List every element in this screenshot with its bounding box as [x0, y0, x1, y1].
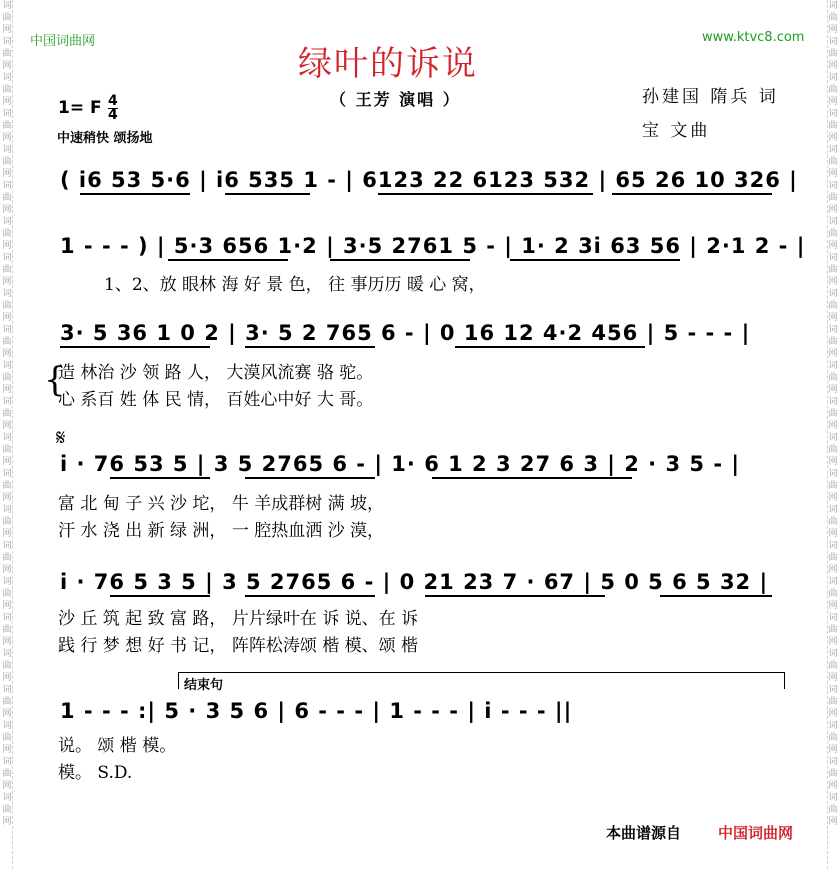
score-row-6-lyric-verse-1: 说。 颂 楷 模。 [58, 736, 177, 756]
side-watermark-glyph: 网 [828, 25, 838, 35]
side-watermark-glyph: 曲 [2, 301, 12, 311]
side-watermark-glyph: 词 [2, 37, 12, 47]
side-watermark-glyph: 网 [828, 169, 838, 179]
side-watermark-glyph: 曲 [828, 733, 838, 743]
side-watermark-glyph: 曲 [828, 553, 838, 563]
side-watermark-glyph: 曲 [828, 445, 838, 455]
side-watermark-glyph: 曲 [2, 697, 12, 707]
side-watermark-glyph: 网 [2, 277, 12, 287]
side-watermark-glyph: 词 [2, 145, 12, 155]
side-watermark-glyph: 词 [2, 361, 12, 371]
side-watermark-glyph: 词 [2, 253, 12, 263]
side-watermark-glyph: 词 [828, 613, 838, 623]
side-watermark-glyph: 曲 [2, 625, 12, 635]
score-row-6-lyric-verse-2: 模。 S.D. [58, 763, 133, 783]
side-watermark-glyph: 词 [828, 361, 838, 371]
score-row-1-notes: ( i6 53 5·6 | i6 535 1 - | 6123 22 6123 532 | 65 26 10 326 | [60, 168, 798, 192]
side-watermark-glyph: 词 [2, 541, 12, 551]
side-watermark-glyph: 词 [2, 685, 12, 695]
time-signature-bottom: 4 [108, 107, 118, 123]
side-watermark-glyph: 网 [828, 241, 838, 251]
side-watermark-glyph: 网 [2, 709, 12, 719]
side-watermark-glyph: 词 [828, 721, 838, 731]
score-row-3-lyric-verse-1: 造 林治 沙 领 路 人， 大漠风流赛 骆 驼。 [58, 363, 374, 383]
score-row-2-lyric: 1、2、放 眼林 海 好 景 色， 往 事历历 暖 心 窝， [104, 275, 486, 295]
side-watermark-glyph: 曲 [2, 769, 12, 779]
side-watermark-glyph: 词 [828, 181, 838, 191]
score-row-6-notes: 1 - - - :| 5 · 3 5 6 | 6 - - - | 1 - - - | i - - - || [60, 699, 573, 723]
side-watermark-glyph: 词 [2, 181, 12, 191]
side-watermark-glyph: 词 [2, 397, 12, 407]
side-watermark-glyph: 网 [2, 781, 12, 791]
side-watermark-glyph: 曲 [828, 373, 838, 383]
side-watermark-glyph: 曲 [828, 805, 838, 815]
side-watermark-glyph: 曲 [828, 481, 838, 491]
side-watermark-glyph: 词 [828, 505, 838, 515]
side-watermark-glyph: 网 [2, 241, 12, 251]
side-watermark-glyph: 网 [828, 565, 838, 575]
side-watermark-glyph: 网 [2, 349, 12, 359]
side-watermark-glyph: 词 [828, 757, 838, 767]
side-watermark-glyph: 词 [828, 685, 838, 695]
side-watermark-glyph: 曲 [828, 157, 838, 167]
source-label: 本曲谱源自 [606, 824, 682, 842]
side-watermark-glyph: 曲 [2, 157, 12, 167]
side-watermark-glyph: 词 [2, 73, 12, 83]
side-watermark-glyph: 网 [828, 349, 838, 359]
side-watermark-glyph: 曲 [2, 337, 12, 347]
side-watermark-glyph: 网 [2, 97, 12, 107]
side-watermark-glyph: 词 [2, 217, 12, 227]
side-watermark-glyph: 曲 [2, 193, 12, 203]
side-watermark-glyph: 词 [2, 793, 12, 803]
side-watermark-glyph: 词 [2, 613, 12, 623]
side-watermark-glyph: 曲 [2, 409, 12, 419]
key-signature: 1= F [58, 98, 102, 118]
side-watermark-glyph: 网 [2, 25, 12, 35]
side-watermark-glyph: 词 [2, 325, 12, 335]
right-watermark-strip [827, 0, 838, 869]
side-watermark-glyph: 网 [828, 205, 838, 215]
side-watermark-glyph: 网 [2, 313, 12, 323]
side-watermark-glyph: 词 [2, 577, 12, 587]
side-watermark-glyph: 词 [828, 649, 838, 659]
source-site: 中国词曲网 [718, 824, 794, 842]
side-watermark-glyph: 网 [828, 781, 838, 791]
side-watermark-glyph: 曲 [2, 445, 12, 455]
side-watermark-glyph: 网 [2, 565, 12, 575]
side-watermark-glyph: 曲 [2, 49, 12, 59]
side-watermark-glyph: 词 [828, 325, 838, 335]
side-watermark-glyph: 曲 [828, 121, 838, 131]
side-watermark-glyph: 网 [828, 709, 838, 719]
side-watermark-glyph: 曲 [2, 265, 12, 275]
lyricist-credit: 孙建国 隋兵 词 [642, 87, 779, 107]
side-watermark-glyph: 曲 [828, 85, 838, 95]
side-watermark-glyph: 词 [2, 289, 12, 299]
score-row-5-notes: i · 76 5 3 5 | 3 5 2765 6 - | 0 21 23 7 · 67 | 5 0 5 6 5 32 | [60, 570, 769, 594]
side-watermark-glyph: 网 [2, 637, 12, 647]
side-watermark-glyph: 网 [2, 493, 12, 503]
time-signature-top: 4 [108, 93, 118, 109]
side-watermark-glyph: 词 [828, 397, 838, 407]
side-watermark-glyph: 网 [828, 745, 838, 755]
segno-sign: 𝄋 [56, 426, 66, 451]
side-watermark-glyph: 曲 [2, 229, 12, 239]
side-watermark-glyph: 曲 [828, 337, 838, 347]
side-watermark-glyph: 曲 [828, 409, 838, 419]
side-watermark-glyph: 词 [2, 505, 12, 515]
side-watermark-glyph: 词 [2, 469, 12, 479]
side-watermark-glyph: 曲 [2, 121, 12, 131]
side-watermark-glyph: 曲 [2, 517, 12, 527]
side-watermark-glyph: 曲 [828, 49, 838, 59]
side-watermark-glyph: 网 [2, 457, 12, 467]
side-watermark-glyph: 词 [828, 541, 838, 551]
side-watermark-glyph: 曲 [2, 589, 12, 599]
side-watermark-glyph: 词 [2, 109, 12, 119]
ending-label: 结束句 [184, 678, 224, 693]
side-watermark-glyph: 词 [828, 73, 838, 83]
song-title: 绿叶的诉说 [298, 44, 478, 84]
side-watermark-glyph: 曲 [828, 265, 838, 275]
side-watermark-glyph: 网 [828, 529, 838, 539]
side-watermark-glyph: 曲 [2, 13, 12, 23]
side-watermark-glyph: 网 [2, 601, 12, 611]
score-row-5-lyric-verse-2: 践 行 梦 想 好 书 记， 阵阵松涛颂 楷 模、颂 楷 [58, 636, 419, 656]
side-watermark-glyph: 曲 [828, 229, 838, 239]
side-watermark-glyph: 词 [2, 433, 12, 443]
side-watermark-glyph: 曲 [828, 769, 838, 779]
side-watermark-glyph: 词 [828, 37, 838, 47]
side-watermark-glyph: 网 [828, 313, 838, 323]
side-watermark-glyph: 曲 [2, 661, 12, 671]
side-watermark-glyph: 网 [2, 673, 12, 683]
side-watermark-glyph: 网 [828, 97, 838, 107]
score-row-5-lyric-verse-1: 沙 丘 筑 起 致 富 路， 片片绿叶在 诉 说、在 诉 [58, 609, 419, 629]
side-watermark-glyph: 词 [2, 757, 12, 767]
side-watermark-glyph: 词 [828, 217, 838, 227]
side-watermark-glyph: 曲 [2, 805, 12, 815]
side-watermark-glyph: 词 [828, 1, 838, 11]
tempo-marking: 中速稍快 颂扬地 [57, 131, 153, 146]
composer-credit: 宝 文曲 [642, 121, 711, 141]
side-watermark-glyph: 曲 [828, 625, 838, 635]
side-watermark-glyph: 词 [828, 469, 838, 479]
score-row-2-notes: 1 - - - ) | 5·3 656 1·2 | 3·5 2761 5 - | 1· 2 3i 63 56 | 2·1 2 - | [60, 234, 806, 258]
side-watermark-glyph: 网 [2, 169, 12, 179]
side-watermark-glyph: 曲 [828, 661, 838, 671]
side-watermark-glyph: 网 [2, 421, 12, 431]
left-watermark-strip [2, 0, 13, 869]
time-signature [108, 95, 118, 122]
side-watermark-glyph: 词 [828, 145, 838, 155]
side-watermark-glyph: 网 [2, 385, 12, 395]
side-watermark-glyph: 词 [828, 793, 838, 803]
side-watermark-glyph: 网 [828, 385, 838, 395]
side-watermark-glyph: 网 [828, 421, 838, 431]
side-watermark-glyph: 曲 [2, 481, 12, 491]
site-watermark-right: www.ktvc8.com [702, 30, 805, 45]
verse-brace: { [44, 360, 66, 400]
side-watermark-glyph: 曲 [2, 373, 12, 383]
singer-credit: （ 王芳 演唱 ） [330, 90, 461, 109]
side-watermark-glyph: 网 [2, 745, 12, 755]
side-watermark-glyph: 网 [828, 601, 838, 611]
side-watermark-glyph: 词 [828, 109, 838, 119]
score-row-4-notes: i · 76 53 5 | 3 5 2765 6 - | 1· 6 1 2 3 27 6 3 | 2 · 3 5 - | [60, 452, 741, 476]
side-watermark-glyph: 曲 [828, 13, 838, 23]
side-watermark-glyph: 词 [828, 577, 838, 587]
score-row-4-lyric-verse-1: 富 北 甸 子 兴 沙 坨， 牛 羊成群树 满 坡， [58, 494, 385, 514]
side-watermark-glyph: 网 [2, 205, 12, 215]
side-watermark-glyph: 网 [828, 493, 838, 503]
side-watermark-glyph: 网 [828, 61, 838, 71]
ending-bracket [178, 672, 785, 689]
side-watermark-glyph: 词 [828, 433, 838, 443]
side-watermark-glyph: 词 [2, 721, 12, 731]
side-watermark-glyph: 曲 [2, 553, 12, 563]
site-watermark-left: 中国词曲网 [30, 34, 96, 49]
side-watermark-glyph: 网 [828, 817, 838, 827]
side-watermark-glyph: 曲 [828, 517, 838, 527]
side-watermark-glyph: 词 [2, 1, 12, 11]
score-row-4-lyric-verse-2: 汗 水 浇 出 新 绿 洲， 一 腔热血洒 沙 漠， [58, 521, 385, 541]
side-watermark-glyph: 网 [828, 457, 838, 467]
side-watermark-glyph: 网 [2, 133, 12, 143]
side-watermark-glyph: 曲 [2, 85, 12, 95]
side-watermark-glyph: 曲 [828, 301, 838, 311]
score-row-3-lyric-verse-2: 心 系百 姓 体 民 情， 百姓心中好 大 哥。 [58, 390, 374, 410]
side-watermark-glyph: 曲 [828, 697, 838, 707]
side-watermark-glyph: 词 [828, 289, 838, 299]
side-watermark-glyph: 词 [2, 649, 12, 659]
side-watermark-glyph: 网 [2, 529, 12, 539]
side-watermark-glyph: 网 [828, 277, 838, 287]
side-watermark-glyph: 词 [828, 253, 838, 263]
side-watermark-glyph: 网 [2, 61, 12, 71]
side-watermark-glyph: 曲 [2, 733, 12, 743]
score-row-3-notes: 3· 5 36 1 0 2 | 3· 5 2 765 6 - | 0 16 12 4·2 456 | 5 - - - | [60, 321, 751, 345]
side-watermark-glyph: 网 [828, 673, 838, 683]
side-watermark-glyph: 曲 [828, 193, 838, 203]
side-watermark-glyph: 网 [828, 133, 838, 143]
side-watermark-glyph: 曲 [828, 589, 838, 599]
side-watermark-glyph: 网 [828, 637, 838, 647]
side-watermark-glyph: 网 [2, 817, 12, 827]
